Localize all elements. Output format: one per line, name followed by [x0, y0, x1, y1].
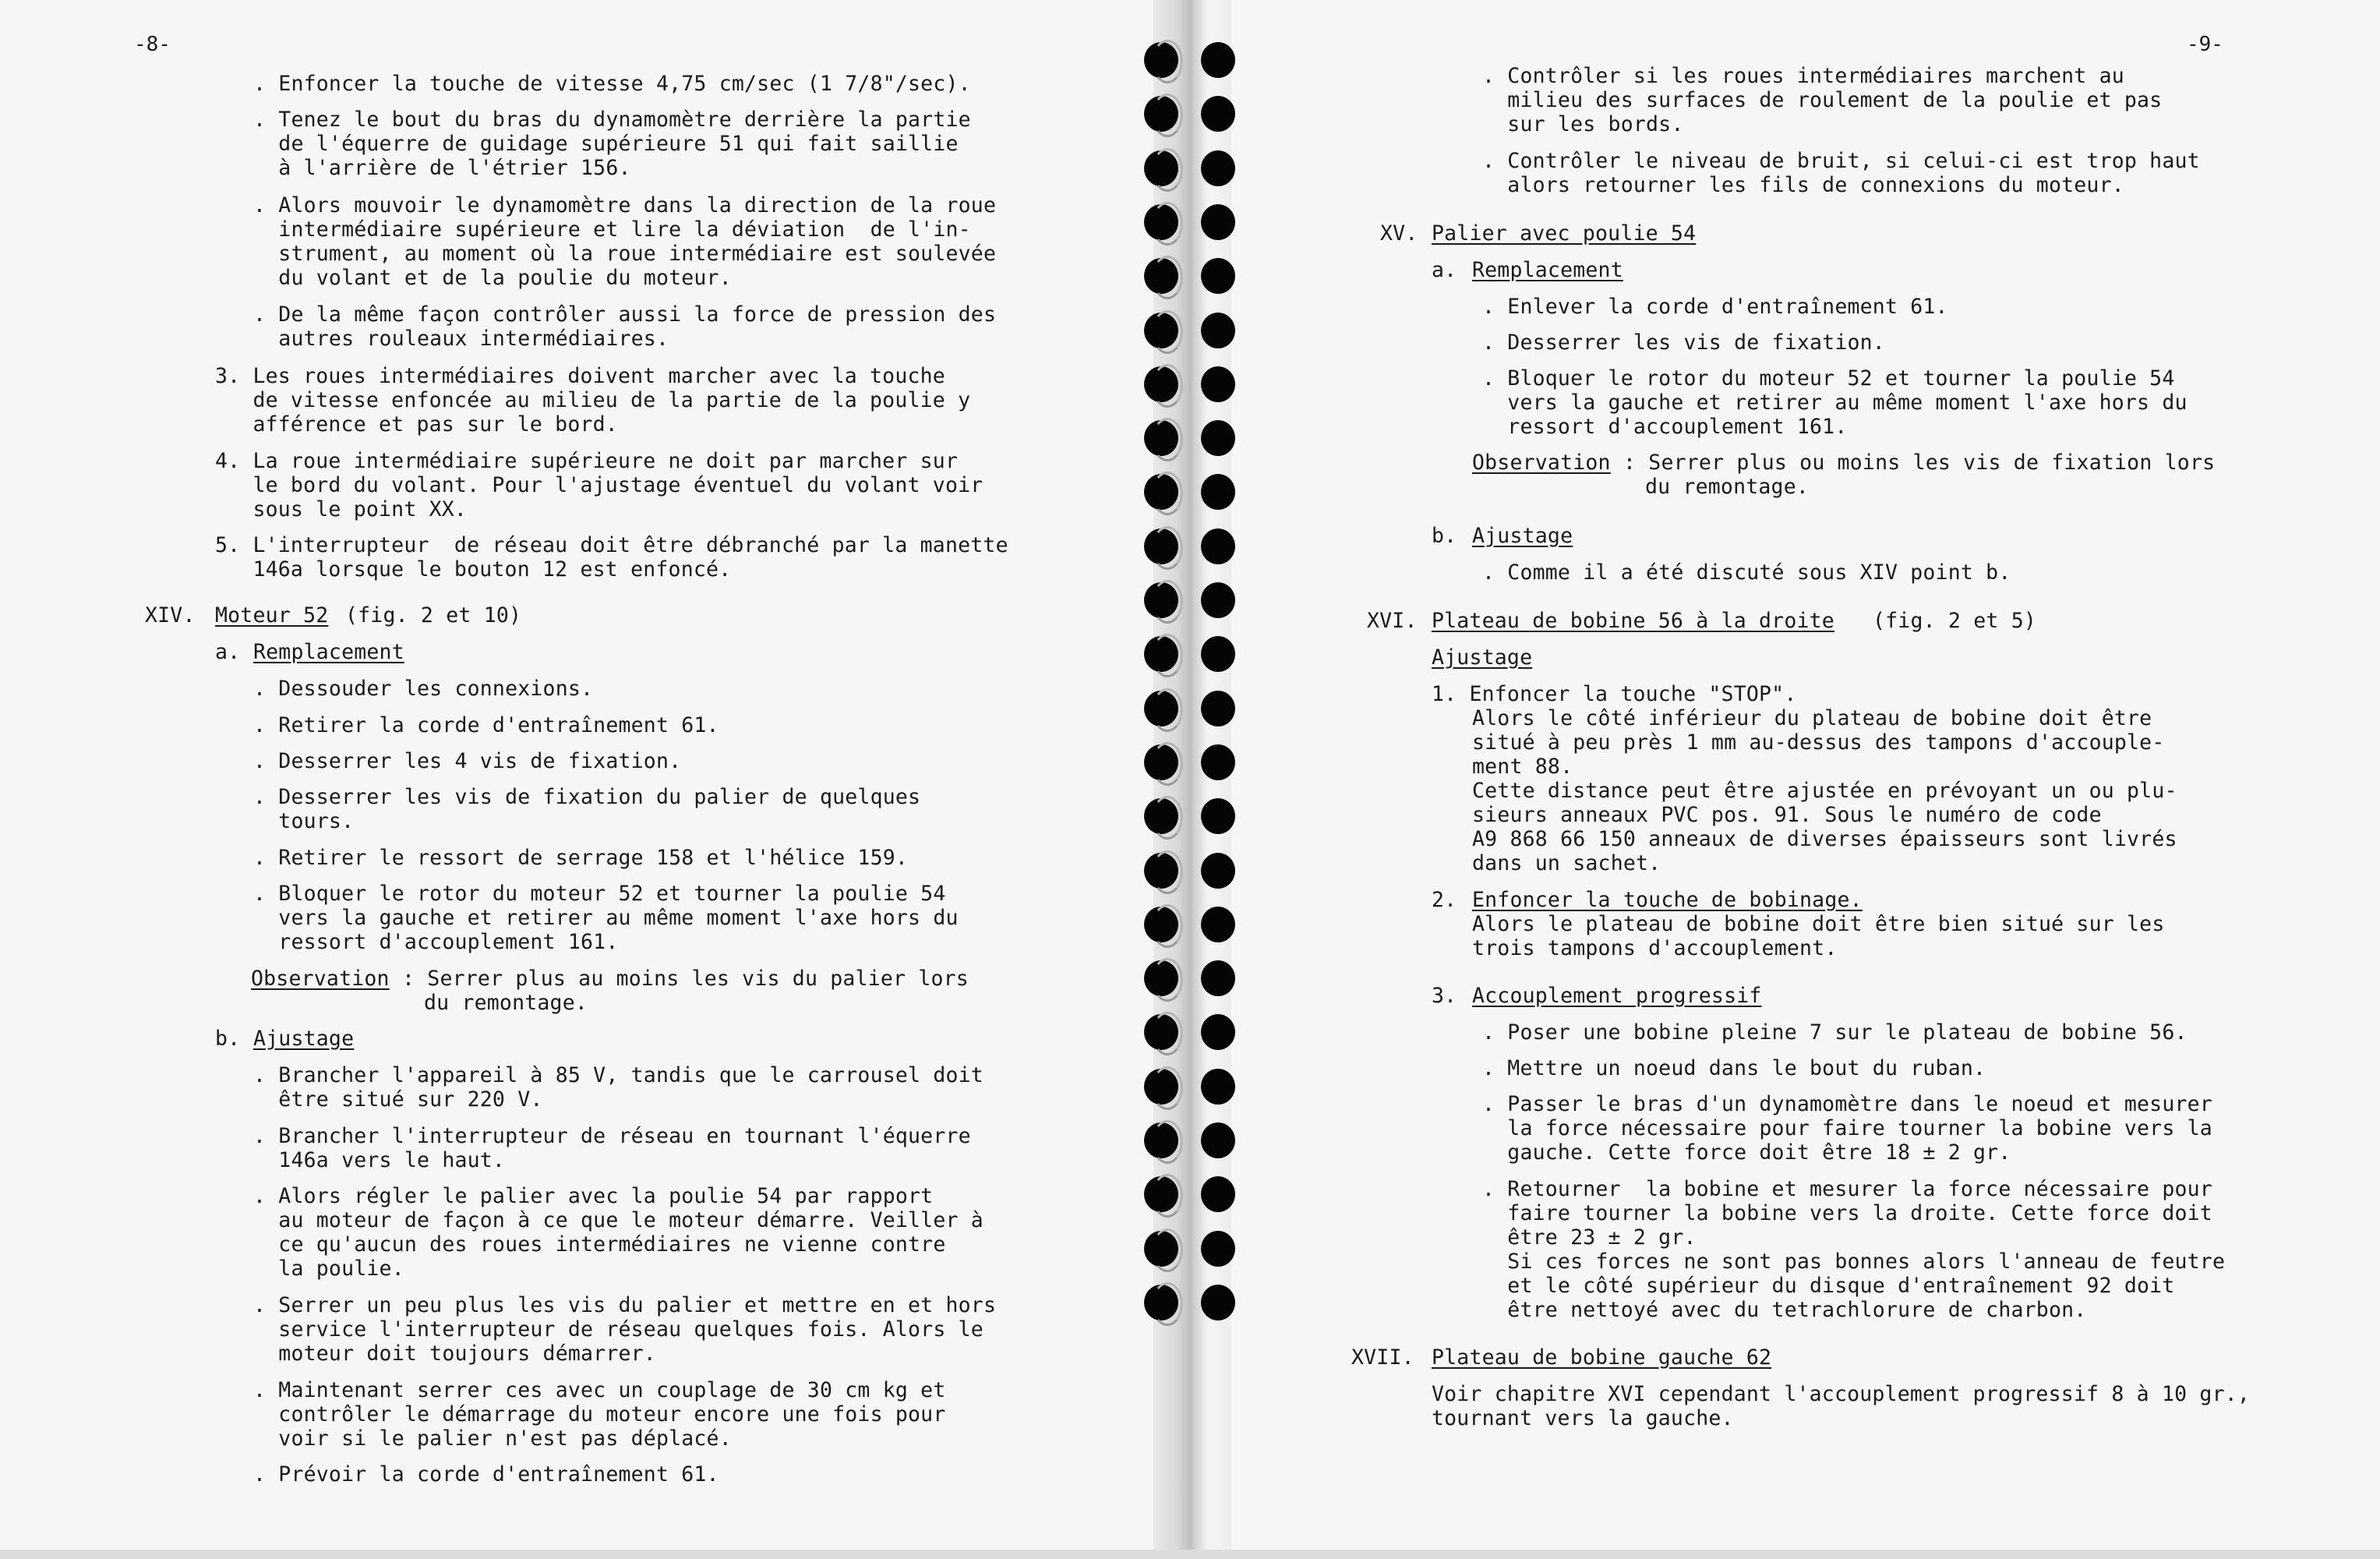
- binding-hole-right: [1201, 313, 1235, 348]
- text-line: . Enfoncer la touche de vitesse 4,75 cm/sec (1 7/8"/sec).: [253, 72, 971, 96]
- text-line: . Poser une bobine pleine 7 sur le plateau de bobine 56.: [1482, 1020, 2188, 1045]
- text-line: a.: [1432, 258, 1457, 282]
- text-line: à l'arrière de l'étrier 156.: [253, 156, 631, 180]
- text-line: Plateau de bobine gauche 62: [1432, 1345, 1772, 1370]
- text-line: . Desserrer les vis de fixation.: [1482, 331, 1885, 355]
- text-line: afférence et pas sur le bord.: [215, 412, 618, 437]
- text-line: Observation: [1472, 451, 1611, 475]
- text-line: Plateau de bobine 56 à la droite: [1432, 609, 1834, 633]
- text-line: situé à peu près 1 mm au-dessus des tampons d'accouple-: [1472, 730, 2165, 755]
- binding-ring: [1152, 580, 1183, 624]
- text-line: strument, au moment où la roue intermédiaire est soulevée: [253, 242, 997, 266]
- binding-hole-right: [1201, 1231, 1235, 1267]
- binding-ring: [1152, 1282, 1183, 1326]
- text-line: Ajustage: [1472, 524, 1573, 548]
- text-line: le bord du volant. Pour l'ajustage éventuel du volant voir: [215, 473, 983, 497]
- text-line: . Bloquer le rotor du moteur 52 et tourner la poulie 54: [253, 882, 946, 906]
- text-line: . Alors régler le palier avec la poulie 54 par rapport: [253, 1184, 934, 1208]
- text-line: . Brancher l'interrupteur de réseau en tournant l'équerre: [253, 1124, 971, 1148]
- text-line: Moteur 52: [215, 603, 329, 627]
- binding-hole-right: [1201, 1069, 1235, 1105]
- binding-hole-right: [1201, 1285, 1235, 1320]
- page-number-right: -9-: [2187, 33, 2223, 56]
- binding-hole-right: [1201, 96, 1235, 132]
- binding-hole-right: [1201, 960, 1235, 996]
- text-line: ressort d'accouplement 161.: [1482, 415, 1848, 439]
- text-line: . Mettre un noeud dans le bout du ruban.: [1482, 1056, 1986, 1080]
- binding-ring: [1152, 796, 1183, 840]
- binding-hole-right: [1201, 42, 1235, 78]
- page-number-left: -8-: [134, 33, 171, 56]
- binding-hole-right: [1201, 907, 1235, 942]
- text-line: . Enlever la corde d'entraînement 61.: [1482, 295, 1948, 319]
- text-line: 2.: [1432, 888, 1457, 912]
- text-line: . Retirer le ressort de serrage 158 et l'hélice 159.: [253, 846, 909, 870]
- text-line: ce qu'aucun des roues intermédiaires ne vienne contre: [253, 1232, 946, 1257]
- text-line: ment 88.: [1472, 755, 1573, 779]
- text-line: milieu des surfaces de roulement de la poulie et pas: [1482, 88, 2163, 112]
- text-line: tournant vers la gauche.: [1432, 1406, 1734, 1430]
- text-line: sur les bords.: [1482, 112, 1684, 136]
- binding-ring: [1152, 1120, 1183, 1164]
- text-line: être 23 ± 2 gr.: [1482, 1225, 1697, 1250]
- text-line: Enfoncer la touche de bobinage.: [1472, 888, 1863, 912]
- text-line: moteur doit toujours démarrer.: [253, 1342, 656, 1366]
- binding-hole-right: [1201, 529, 1235, 564]
- text-line: Cette distance peut être ajustée en prévoyant un ou plu-: [1472, 779, 2177, 803]
- page-bottom-edge: [0, 1550, 2380, 1559]
- binding-hole-right: [1201, 1122, 1235, 1158]
- binding-ring: [1152, 688, 1183, 732]
- binding-ring: [1152, 742, 1183, 786]
- text-line: Alors le côté inférieur du plateau de bobine doit être: [1472, 706, 2152, 730]
- text-line: a.: [215, 640, 241, 664]
- text-line: Voir chapitre XVI cependant l'accouplement progressif 8 à 10 gr.,: [1432, 1382, 2251, 1406]
- text-line: . Dessouder les connexions.: [253, 677, 594, 701]
- text-line: autres rouleaux intermédiaires.: [253, 327, 669, 351]
- text-line: intermédiaire supérieure et lire la déviation de l'in-: [253, 217, 971, 242]
- text-line: service l'interrupteur de réseau quelques fois. Alors le: [253, 1317, 983, 1342]
- binding-ring: [1152, 1174, 1183, 1218]
- text-line: Alors le plateau de bobine doit être bien situé sur les: [1472, 912, 2165, 936]
- binding-ring: [1152, 364, 1183, 408]
- text-line: XIV.: [145, 603, 196, 627]
- binding-hole-right: [1201, 691, 1235, 726]
- text-line: . Retirer la corde d'entraînement 61.: [253, 713, 719, 737]
- text-line: . Desserrer les vis de fixation du palier de quelques: [253, 785, 921, 809]
- text-line: la poulie.: [253, 1257, 404, 1281]
- binding-ring: [1152, 418, 1183, 461]
- text-line: 3.: [1432, 984, 1457, 1008]
- text-line: être nettoyé avec du tetrachlorure de charbon.: [1482, 1298, 2087, 1322]
- binding-ring: [1152, 256, 1183, 299]
- text-line: gauche. Cette force doit être 18 ± 2 gr.: [1482, 1140, 2011, 1165]
- binding-hole-right: [1201, 636, 1235, 672]
- text-line: trois tampons d'accouplement.: [1472, 936, 1838, 960]
- binding-ring: [1152, 958, 1183, 1002]
- text-line: faire tourner la bobine vers la droite. Cette force doit: [1482, 1201, 2212, 1225]
- text-line: 146a lorsque le bouton 12 est enfoncé.: [215, 557, 732, 582]
- binding-hole-right: [1201, 798, 1235, 834]
- text-line: Remplacement: [253, 640, 404, 664]
- text-line: . Desserrer les 4 vis de fixation.: [253, 749, 682, 773]
- text-line: du remontage.: [1645, 475, 1810, 499]
- text-line: . Tenez le bout du bras du dynamomètre derrière la partie: [253, 108, 971, 132]
- text-line: . Retourner la bobine et mesurer la force nécessaire pour: [1482, 1177, 2212, 1201]
- text-line: XV.: [1380, 221, 1418, 246]
- text-line: . Brancher l'appareil à 85 V, tandis que le carrousel doit: [253, 1063, 983, 1087]
- text-line: Observation: [251, 967, 390, 991]
- text-line: du volant et de la poulie du moteur.: [253, 266, 732, 290]
- text-line: 4. La roue intermédiaire supérieure ne doit par marcher sur: [215, 449, 959, 473]
- binding-ring: [1152, 94, 1183, 137]
- binding-ring: [1152, 904, 1183, 948]
- binding-ring: [1152, 40, 1183, 83]
- text-line: : Serrer plus au moins les vis du palier lors: [402, 967, 969, 991]
- binding-hole-right: [1201, 150, 1235, 186]
- binding-ring: [1152, 202, 1183, 246]
- binding-ring: [1152, 850, 1183, 894]
- text-line: . Prévoir la corde d'entraînement 61.: [253, 1462, 719, 1487]
- text-line: . Comme il a été discuté sous XIV point b.: [1482, 560, 2011, 585]
- binding-hole-right: [1201, 853, 1235, 889]
- text-line: sieurs anneaux PVC pos. 91. Sous le numéro de code: [1472, 803, 2102, 827]
- text-line: . Contrôler si les roues intermédiaires marchent au: [1482, 64, 2124, 88]
- text-line: . De la même façon contrôler aussi la force de pression des: [253, 302, 997, 327]
- text-line: être situé sur 220 V.: [253, 1087, 543, 1112]
- binding-hole-right: [1201, 1176, 1235, 1212]
- text-line: vers la gauche et retirer au même moment l'axe hors du: [253, 906, 959, 930]
- text-line: . Alors mouvoir le dynamomètre dans la direction de la roue: [253, 193, 997, 217]
- text-line: 1. Enfoncer la touche "STOP".: [1432, 682, 1797, 706]
- binding-hole-right: [1201, 582, 1235, 618]
- text-line: (fig. 2 et 5): [1873, 609, 2037, 633]
- text-line: Ajustage: [253, 1027, 355, 1051]
- text-line: et le côté supérieur du disque d'entraînement 92 doit: [1482, 1274, 2175, 1298]
- text-line: . Maintenant serrer ces avec un couplage de 30 cm kg et: [253, 1378, 946, 1402]
- text-line: la force nécessaire pour faire tourner la bobine vers la: [1482, 1116, 2212, 1140]
- text-line: dans un sachet.: [1472, 851, 1661, 875]
- text-line: de l'équerre de guidage supérieure 51 qui fait saillie: [253, 132, 959, 156]
- text-line: alors retourner les fils de connexions du moteur.: [1482, 173, 2124, 197]
- binding-ring: [1152, 526, 1183, 570]
- text-line: sous le point XX.: [215, 497, 468, 521]
- binding-hole-right: [1201, 258, 1235, 294]
- text-line: 5. L'interrupteur de réseau doit être débranché par la manette: [215, 533, 1008, 557]
- text-line: . Contrôler le niveau de bruit, si celui-ci est trop haut: [1482, 149, 2200, 173]
- binding-ring: [1152, 472, 1183, 515]
- text-line: : Serrer plus ou moins les vis de fixation lors: [1623, 451, 2216, 475]
- text-line: XVII.: [1351, 1345, 1414, 1370]
- binding-hole-right: [1201, 204, 1235, 240]
- text-line: b.: [215, 1027, 241, 1051]
- text-line: 146a vers le haut.: [253, 1148, 506, 1172]
- text-line: A9 868 66 150 anneaux de diverses épaisseurs sont livrés: [1472, 827, 2177, 851]
- text-line: tours.: [253, 809, 355, 833]
- binding-ring: [1152, 634, 1183, 677]
- binding-hole-right: [1201, 366, 1235, 402]
- binding-ring: [1152, 1012, 1183, 1055]
- text-line: de vitesse enfoncée au milieu de la partie de la poulie y: [215, 388, 971, 412]
- text-line: 3. Les roues intermédiaires doivent marcher avec la touche: [215, 364, 945, 388]
- text-line: voir si le palier n'est pas déplacé.: [253, 1426, 732, 1451]
- binding-ring: [1152, 148, 1183, 192]
- text-line: Remplacement: [1472, 258, 1623, 282]
- text-line: . Passer le bras d'un dynamomètre dans le noeud et mesurer: [1482, 1092, 2212, 1116]
- text-line: ressort d'accouplement 161.: [253, 930, 619, 954]
- binding-hole-right: [1201, 744, 1235, 780]
- text-line: . Serrer un peu plus les vis du palier et mettre en et hors: [253, 1293, 997, 1317]
- binding-ring: [1152, 1228, 1183, 1272]
- binding-ring: [1152, 1066, 1183, 1110]
- text-line: b.: [1432, 524, 1457, 548]
- text-line: vers la gauche et retirer au même moment l'axe hors du: [1482, 391, 2188, 415]
- text-line: (fig. 2 et 10): [345, 603, 522, 627]
- text-line: au moteur de façon à ce que le moteur démarre. Veiller à: [253, 1208, 983, 1232]
- text-line: Si ces forces ne sont pas bonnes alors l'anneau de feutre: [1482, 1250, 2226, 1274]
- text-line: contrôler le démarrage du moteur encore une fois pour: [253, 1402, 946, 1426]
- text-line: Accouplement progressif: [1472, 984, 1762, 1008]
- text-line: du remontage.: [424, 991, 588, 1015]
- text-line: Palier avec poulie 54: [1432, 221, 1697, 246]
- text-line: . Bloquer le rotor du moteur 52 et tourner la poulie 54: [1482, 366, 2175, 391]
- binding-hole-right: [1201, 420, 1235, 456]
- text-line: Ajustage: [1432, 645, 1533, 670]
- binding-ring: [1152, 310, 1183, 354]
- text-line: XVI.: [1367, 609, 1418, 633]
